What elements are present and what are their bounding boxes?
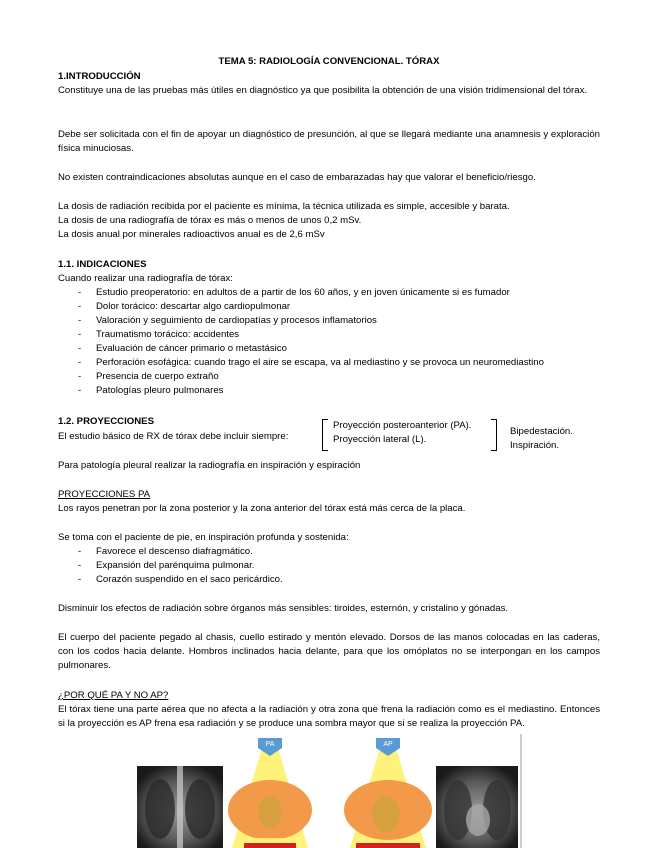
dose-line-1: La dosis de radiación recibida por el paciente es mínima, la técnica utilizada es simple, accesible y barata. (58, 201, 510, 212)
indicaciones-heading: 1.1. INDICACIONES (58, 259, 147, 270)
proyecciones-lead: El estudio básico de RX de tórax debe incluir siempre: (58, 431, 289, 442)
pa-paragraph-4: El cuerpo del paciente pegado al chasis, cuello estirado y mentón elevado. Dorsos de las manos colocadas en las caderas, con los codos hacia delante. Hombros inclinados hacia delante, para que los omóplatos no se interpongan en los campos pulmonares. (58, 632, 600, 671)
list-item: - Traumatismo torácico: accidentes (58, 328, 600, 342)
list-item: - Patologías pleuro pulmonares (58, 384, 600, 398)
why-paragraph: El tórax tiene una parte aérea que no afecta a la radiación y otra zona que frena la radiación como es el mediastino. Entonces si la proyección es AP frena esa radiación y se produce una sombra mayor que si se realiza la proyección PA. (58, 704, 600, 729)
pa-heading: PROYECCIONES PA (58, 489, 151, 500)
ap-diagram (344, 738, 432, 848)
list-item: - Estudio preoperatorio: en adultos de a partir de los 60 años, y en joven únicamente si es fumador (58, 286, 600, 300)
pleural-note: Para patología pleural realizar la radiografía en inspiración y espiración (58, 460, 361, 471)
xray-left-image (137, 766, 223, 848)
dose-line-3: La dosis anual por minerales radioactivos anual es de 2,6 mSv (58, 229, 325, 240)
pa-paragraph-1: Los rayos penetran por la zona posterior y la zona anterior del tórax está más cerca de la placa. (58, 503, 466, 514)
pa-heart-shadow (258, 796, 282, 828)
pa-diagram (228, 738, 312, 848)
pa-paragraph-3: Disminuir los efectos de radiación sobre órganos más sensibles: tiroides, esternón, y cristalino y gónadas. (58, 603, 509, 614)
intro-heading: 1.INTRODUCCIÓN (58, 71, 141, 82)
view-lateral: Proyección lateral (L). (333, 434, 427, 445)
condition-2: Inspiración. (510, 440, 560, 451)
list-item: - Valoración y seguimiento de cardiopatías y procesos inflamatorios (58, 314, 600, 328)
view-pa: Proyección posteroanterior (PA). (333, 420, 472, 431)
pa-film (244, 843, 296, 848)
list-item: - Favorece el descenso diafragmático. (58, 545, 600, 559)
ap-heart-shadow (372, 796, 400, 832)
pa-paragraph-2: Se toma con el paciente de pie, en inspiración profunda y sostenida: (58, 532, 349, 543)
left-bracket (322, 419, 328, 451)
xray-right-image (436, 766, 518, 848)
intro-paragraph-1: Constituye una de las pruebas más útiles en diagnóstico ya que posibilita la obtención de una visión tridimensional del tórax. (58, 85, 588, 96)
condition-1: Bipedestación. (510, 426, 573, 437)
list-item: - Corazón suspendido en el saco pericárdico. (58, 573, 600, 587)
ap-film (356, 843, 420, 848)
pa-label: PA (265, 741, 275, 748)
list-item: - Dolor torácico: descartar algo cardiopulmonar (58, 300, 600, 314)
why-heading: ¿POR QUÉ PA Y NO AP? (58, 690, 169, 701)
dose-line-2: La dosis de una radiografía de tórax es más o menos de unos 0,2 mSv. (58, 215, 362, 226)
pa-list (58, 545, 600, 587)
list-item: - Expansión del parénquima pulmonar. (58, 559, 600, 573)
list-item: - Perforación esofágica: cuando trago el aire se escapa, va al mediastino y se provoca un neuromediastino (58, 356, 600, 370)
intro-paragraph-3: No existen contraindicaciones absolutas aunque en el caso de embarazadas hay que valorar el beneficio/riesgo. (58, 172, 536, 183)
indicaciones-list (58, 286, 600, 398)
pa-ap-figure (0, 734, 655, 848)
list-item: - Evaluación de cáncer primario o metastásico (58, 342, 600, 356)
list-item: - Presencia de cuerpo extraño (58, 370, 600, 384)
indicaciones-lead: Cuando realizar una radiografía de tórax: (58, 273, 233, 284)
page-title: TEMA 5: RADIOLOGÍA CONVENCIONAL. TÓRAX (218, 56, 440, 67)
proyecciones-heading: 1.2. PROYECCIONES (58, 416, 154, 427)
intro-paragraph-2: Debe ser solicitada con el fin de apoyar un diagnóstico de presunción, al que se llegará mediante una anamnesis y exploración física minuciosas. (58, 129, 600, 154)
right-bracket (491, 419, 497, 451)
ap-label: AP (383, 741, 393, 748)
